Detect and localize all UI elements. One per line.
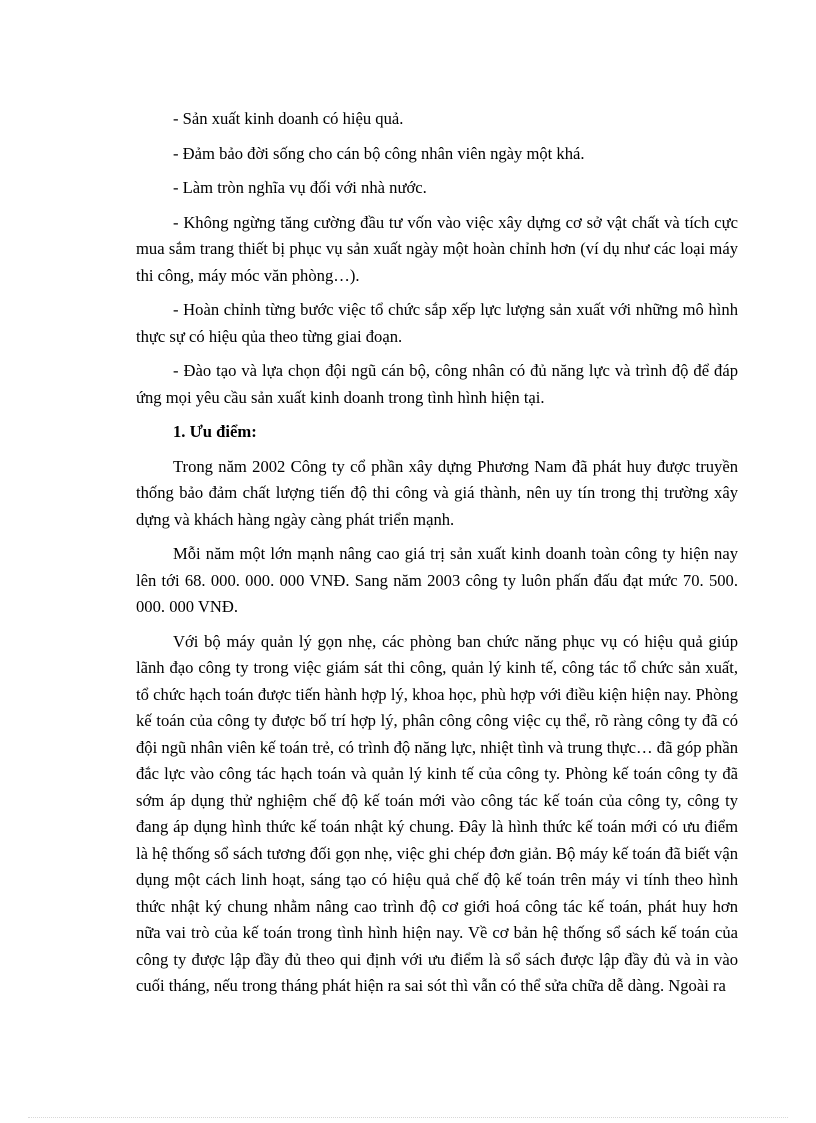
bullet-item: - Làm tròn nghĩa vụ đối với nhà nước. — [173, 178, 427, 197]
bullet-item: - Đảm bảo đời sống cho cán bộ công nhân viên ngày một khá. — [173, 143, 585, 163]
paragraph: Với bộ máy quản lý gọn nhẹ, các phòng ban chức năng phục vụ có hiệu quả giúp lãnh đạo công ty trong việc giám sát thi công, quản lý kinh tế, công tác tổ chức sản xuất, tổ chức hạch toán được tiến hành hợp lý, khoa học, phù hợp với điều kiện hiện nay. Phòng kế toán của công ty được bố trí hợp lý, phân công công việc cụ thể, rõ ràng công ty đã có đội ngũ nhân viên kế toán trẻ, có trình độ năng lực, nhiệt tình và trung thực… đã góp phần đắc lực vào công tác hạch toán và quản lý kinh tế của công ty. Phòng kế toán công ty đã sớm áp dụng thử nghiệm chế độ kế toán mới vào công tác kế toán của công ty, công ty đang áp dụng hình thức kế toán nhật ký chung. Đây là hình thức kế toán mới có ưu điểm là hệ thống sổ sách tương đối gọn nhẹ, việc ghi chép đơn giản. Bộ máy kế toán đã biết vận dụng một cách linh hoạt, sáng tạo có hiệu quả chế độ kế toán trên máy vi tính theo hình thức nhật ký chung nhằm nâng cao trình độ cơ giới hoá công tác kế toán, phát huy hơn nữa vai trò của kế toán trong tình hình hiện nay. Về cơ bản hệ thống sổ sách kế toán của công ty được lập đầy đủ theo qui định với ưu điểm là sổ sách được lập đầy đủ và in vào cuối tháng, nếu trong tháng phát hiện ra sai sót thì vẫn có thể sửa chữa dễ dàng. Ngoài ra — [136, 631, 738, 995]
bullet-item: - Sản xuất kinh doanh có hiệu quả. — [173, 109, 404, 128]
footer-divider — [28, 1117, 788, 1118]
section-heading: 1. Ưu điểm: — [173, 422, 257, 441]
bullet-item: - Hoàn chỉnh từng bước việc tổ chức sắp xếp lực lượng sản xuất với những mô hình thực sự có hiệu qủa theo từng giai đoạn. — [136, 300, 738, 346]
body-text — [136, 106, 738, 1008]
bullet-item: - Đào tạo và lựa chọn đội ngũ cán bộ, công nhân có đủ năng lực và trình độ để đáp ứng mọi yêu cầu sản xuất kinh doanh trong tình hình hiện tại. — [136, 361, 738, 407]
bullet-item: - Không ngừng tăng cường đầu tư vốn vào việc xây dựng cơ sở vật chất và tích cực mua sắm trang thiết bị phục vụ sản xuất ngày một hoàn chỉnh hơn (ví dụ như các loại máy thi công, máy móc văn phòng…). — [136, 212, 738, 285]
paragraph: Mỗi năm một lớn mạnh nâng cao giá trị sản xuất kinh doanh toàn công ty hiện nay lên tới 68. 000. 000. 000 VNĐ. Sang năm 2003 công ty luôn phấn đấu đạt mức 70. 500. 000. 000 VNĐ. — [136, 544, 738, 616]
paragraph: Trong năm 2002 Công ty cổ phần xây dựng Phương Nam đã phát huy được truyền thống bảo đảm chất lượng tiến độ thi công và giá thành, nên uy tín trong thị trường xây dựng và khách hàng ngày càng phát triển mạnh. — [136, 456, 738, 529]
